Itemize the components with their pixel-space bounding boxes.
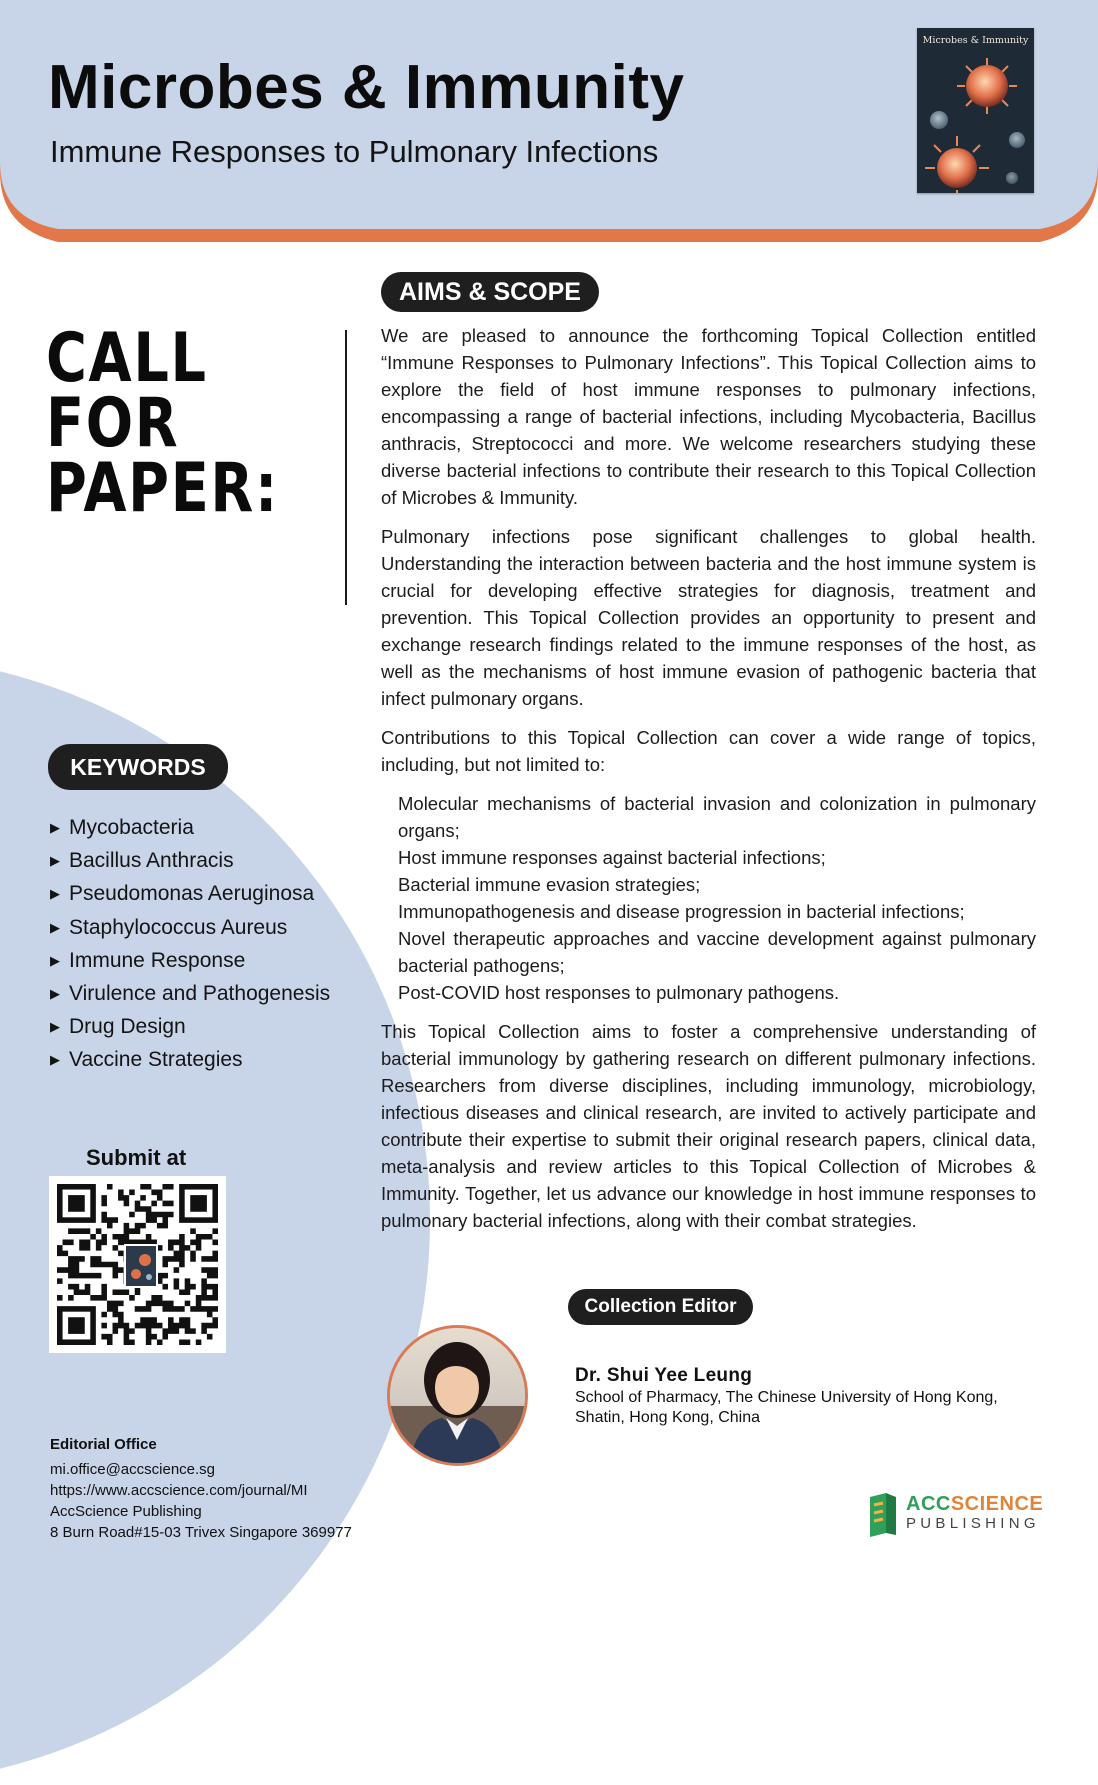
- journal-title: Microbes & Immunity: [48, 53, 685, 122]
- aims-paragraph: We are pleased to announce the forthcoming Topical Collection entitled “Immune Responses to Pulmonary Infections”. This Topical Collection aims to explore the field of host immune responses to pulmonary infections, encompassing a range of bacterial infections, including Mycobacteria, Bacillus anthracis, Streptococci and more. We welcome researchers studying these diverse bacterial infections to contribute their research to this Topical Collection of Microbes & Immunity.: [381, 325, 1036, 508]
- editor-affiliation-line: School of Pharmacy, The Chinese University of Hong Kong,: [575, 1389, 998, 1406]
- aims-paragraph: Contributions to this Topical Collection can cover a wide range of topics, including, but not limited to:: [381, 727, 1036, 775]
- accscience-logo: [866, 1490, 1044, 1540]
- keyword-text: Bacillus Anthracis: [69, 849, 234, 873]
- call-line-3: PAPER:: [46, 449, 279, 528]
- editor-name: Dr. Shui Yee Leung: [575, 1365, 753, 1386]
- logo-acc-text: ACC: [906, 1493, 951, 1515]
- editor-photo: [387, 1325, 528, 1466]
- office-email[interactable]: mi.office@accscience.sg: [50, 1461, 216, 1478]
- keyword-text: Drug Design: [69, 1015, 186, 1039]
- triangle-bullet-icon: ▶: [50, 1052, 60, 1068]
- triangle-bullet-icon: ▶: [50, 820, 60, 835]
- editorial-office-title: Editorial Office: [50, 1436, 157, 1453]
- triangle-bullet-icon: ▶: [50, 985, 60, 1001]
- aims-scope-label: AIMS & SCOPE: [381, 272, 599, 312]
- journal-cover: [917, 28, 1034, 193]
- logo-science-text: SCIENCE: [950, 1493, 1044, 1515]
- triangle-bullet-icon: ▶: [50, 952, 60, 968]
- keyword-text: Mycobacteria: [69, 816, 194, 839]
- editor-affiliation: [575, 1388, 998, 1428]
- keyword-item: [50, 1010, 330, 1043]
- submit-label: Submit at: [86, 1145, 187, 1170]
- topic-item: Bacterial immune evasion strategies;: [398, 874, 701, 895]
- keyword-text: Immune Response: [69, 948, 246, 972]
- accscience-book-icon: [866, 1493, 900, 1537]
- call-for-paper-heading: [46, 319, 279, 528]
- editor-affiliation-line: Shatin, Hong Kong, China: [575, 1409, 761, 1426]
- keyword-text: Pseudomonas Aeruginosa: [69, 882, 315, 906]
- keyword-item: [50, 911, 330, 944]
- topics-list: [398, 790, 1036, 1006]
- keyword-item: [50, 844, 330, 877]
- topic-item: Post-COVID host responses to pulmonary pathogens.: [398, 982, 840, 1003]
- call-line-1: CALL: [46, 319, 208, 398]
- aims-scope-text: [381, 322, 1036, 1246]
- keyword-item: [50, 811, 330, 844]
- triangle-bullet-icon: ▶: [50, 853, 60, 869]
- call-line-2: FOR: [46, 384, 180, 463]
- topic-item: Immunopathogenesis and disease progression in bacterial infections;: [398, 901, 965, 922]
- keyword-item: [50, 944, 330, 977]
- keywords-label: KEYWORDS: [48, 744, 228, 790]
- aims-paragraph: Pulmonary infections pose significant challenges to global health. Understanding the interaction between bacteria and the host immune system is crucial for developing effective strategies for diagnosis, treatment and prevention. This Topical Collection provides an opportunity to present and exchange research findings related to the immune responses of the host, as well as the mechanisms of host immune evasion of pathogenic bacteria that infect pulmonary organs.: [381, 526, 1036, 709]
- keyword-text: Vaccine Strategies: [69, 1048, 243, 1072]
- keyword-item: [50, 877, 330, 910]
- qr-cover-thumbnail-icon: [124, 1244, 158, 1288]
- keywords-list: [50, 811, 330, 1077]
- office-address: 8 Burn Road#15-03 Trivex Singapore 369977: [50, 1524, 352, 1541]
- triangle-bullet-icon: ▶: [50, 919, 60, 935]
- keyword-text: Virulence and Pathogenesis: [69, 981, 331, 1005]
- topic-item: Molecular mechanisms of bacterial invasion and colonization in pulmonary organs;: [398, 793, 1036, 841]
- cover-title: Microbes & Immunity: [922, 35, 1029, 46]
- office-publisher: AccScience Publishing: [50, 1503, 202, 1520]
- logo-publishing-text: PUBLISHING: [906, 1515, 1040, 1532]
- keyword-text: Staphylococcus Aureus: [69, 915, 288, 939]
- collection-title: Immune Responses to Pulmonary Infections: [50, 134, 659, 169]
- office-url[interactable]: https://www.accscience.com/journal/MI: [50, 1482, 308, 1499]
- keyword-item: [50, 977, 330, 1010]
- logo-wordmark: [906, 1493, 1043, 1516]
- triangle-bullet-icon: ▶: [50, 886, 60, 902]
- vertical-divider: [345, 330, 347, 605]
- topic-item: Host immune responses against bacterial infections;: [398, 847, 826, 868]
- keyword-item: [50, 1043, 330, 1076]
- topic-item: Novel therapeutic approaches and vaccine development against pulmonary bacterial pathogens;: [398, 928, 1036, 976]
- aims-closing-paragraph: This Topical Collection aims to foster a comprehensive understanding of bacterial immunology by gathering research on different pulmonary infections. Researchers from diverse disciplines, including immunology, microbiology, infectious diseases and clinical research, are invited to actively participate and contribute their expertise to submit their original research papers, clinical data, meta-analysis and review articles to this Topical Collection of Microbes & Immunity. Together, let us advance our knowledge in host immune responses to pulmonary bacterial infections, along with their combat strategies.: [381, 1021, 1036, 1231]
- virus-illustration-icon: [917, 28, 1034, 193]
- collection-editor-label: Collection Editor: [568, 1289, 753, 1325]
- editorial-office: [50, 1434, 352, 1543]
- triangle-bullet-icon: ▶: [50, 1019, 60, 1035]
- editor-portrait-icon: [390, 1328, 525, 1463]
